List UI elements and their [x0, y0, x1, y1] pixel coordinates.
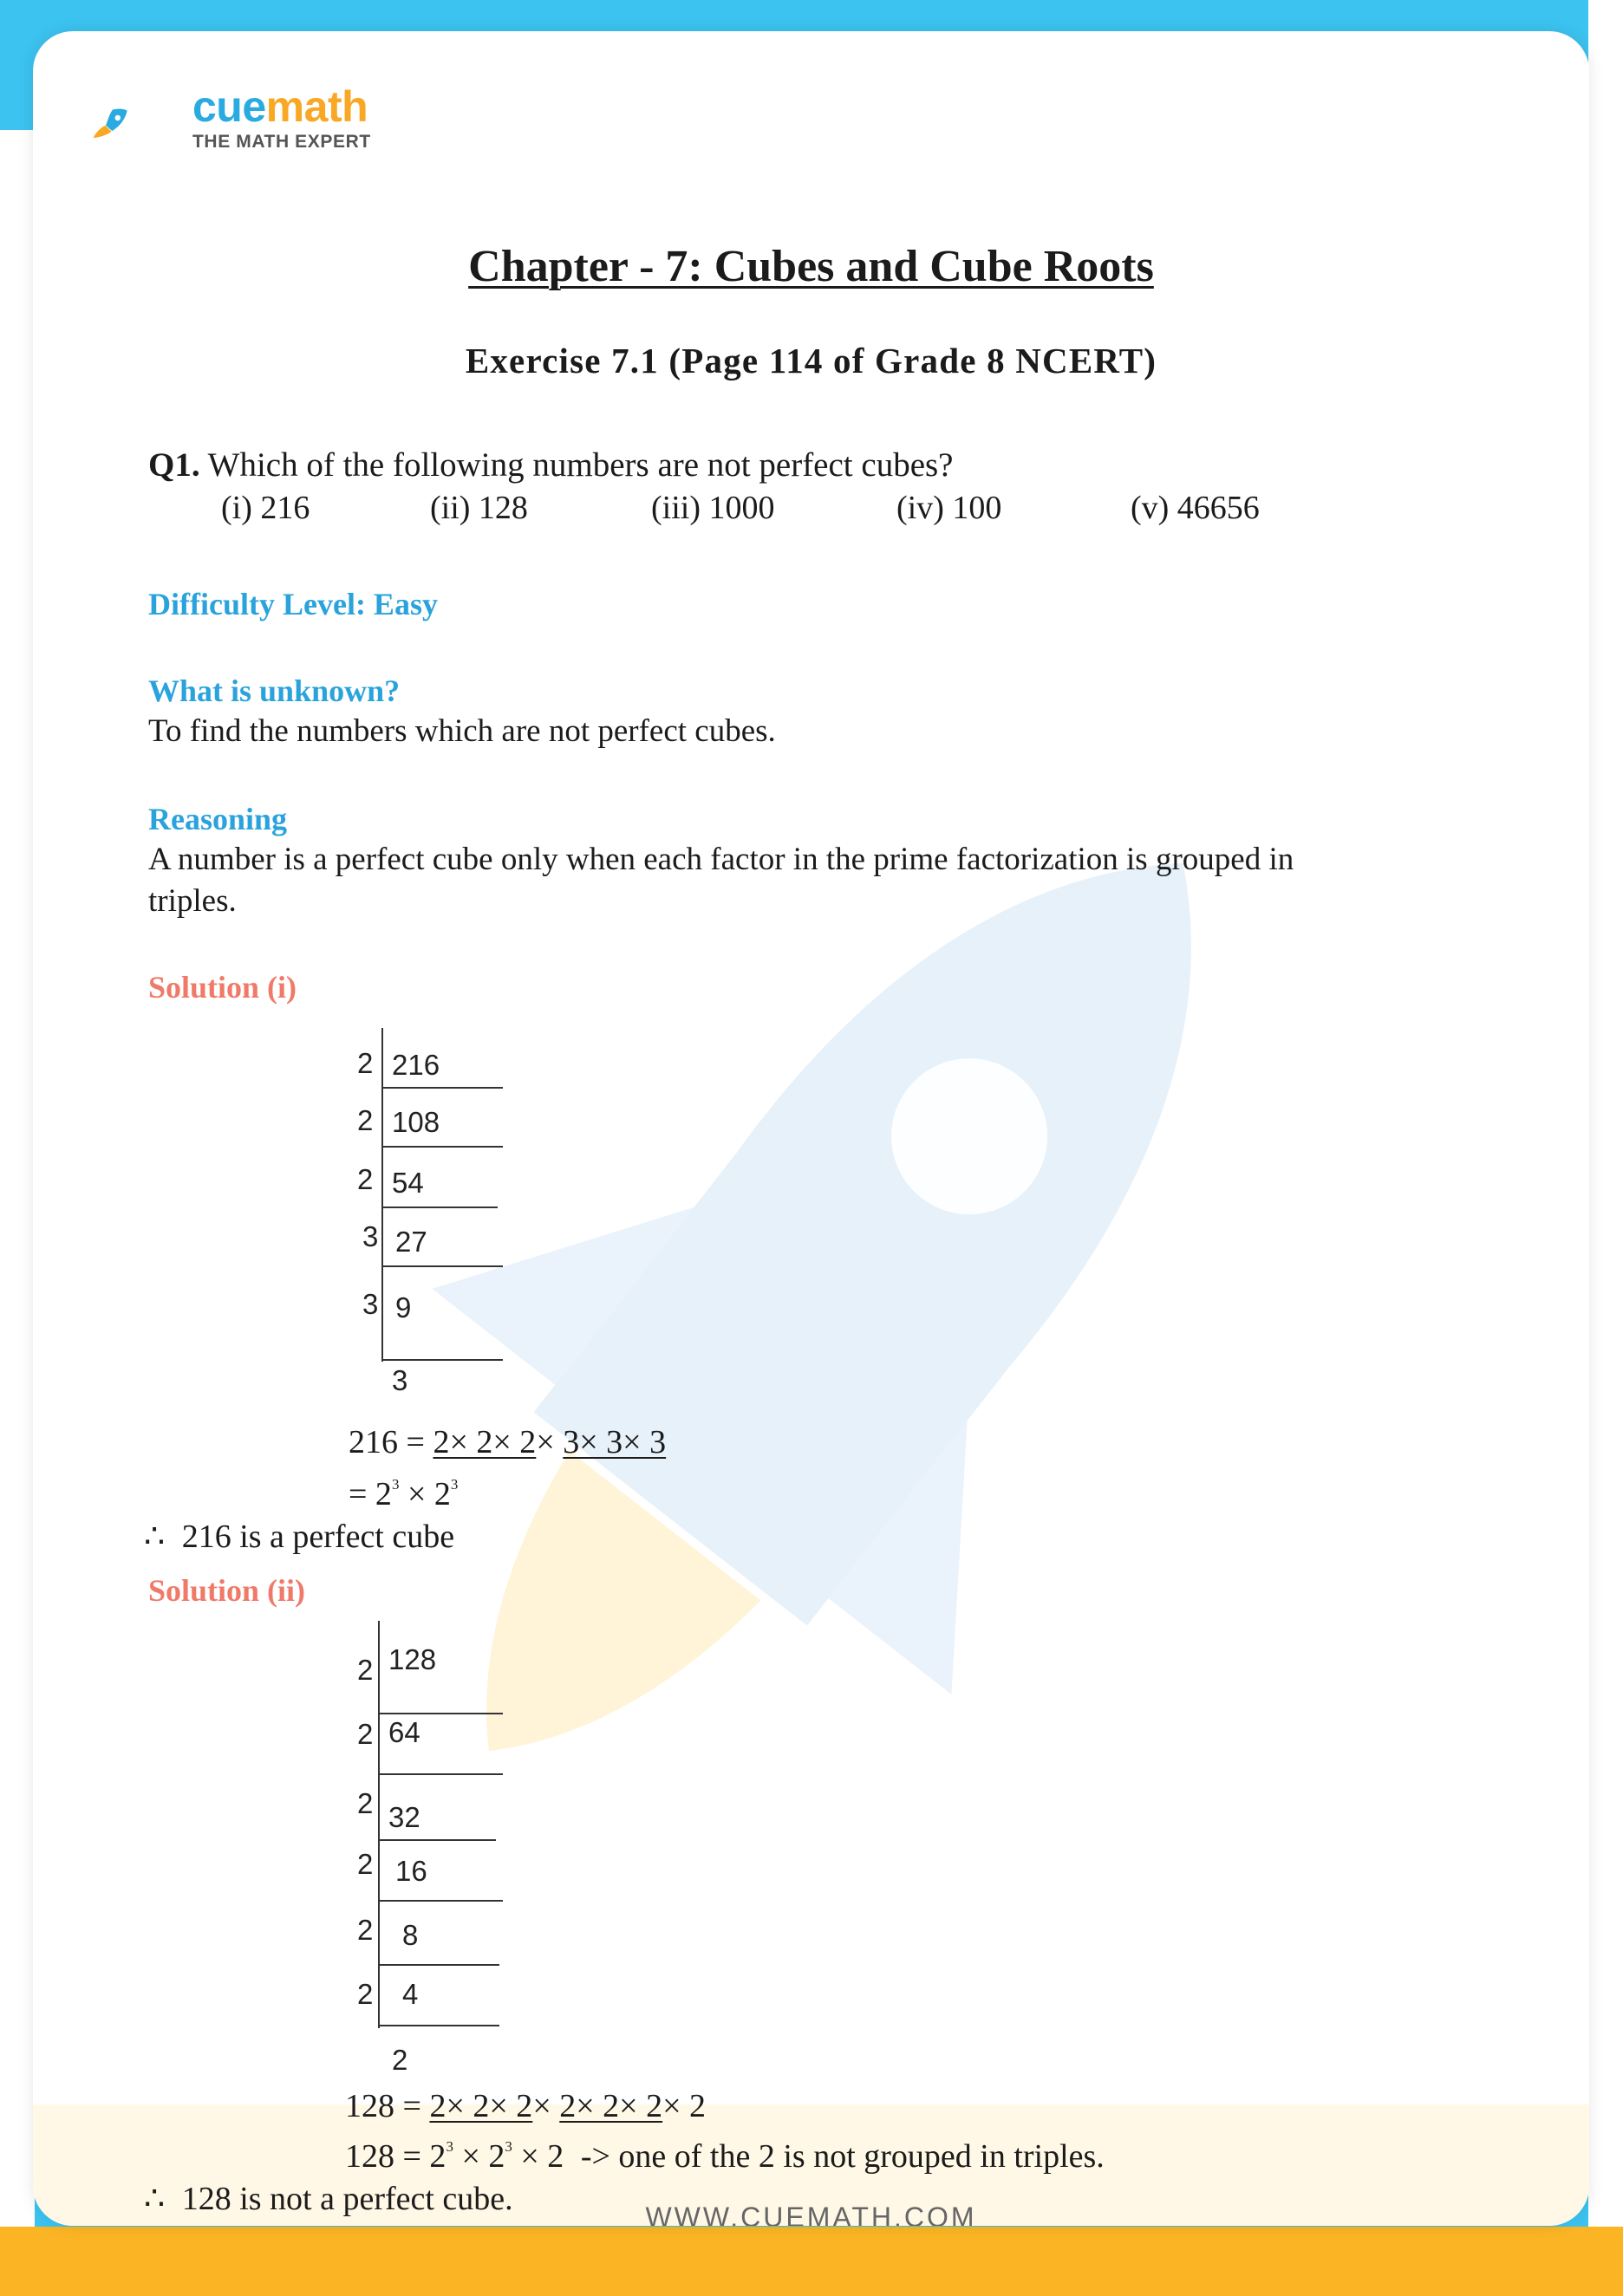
times-sign: × — [532, 2088, 551, 2124]
option-v: (v) 46656 — [1131, 490, 1260, 526]
divisor: 2 — [357, 1718, 374, 1750]
brand-wordmark: cuemath — [192, 82, 368, 131]
divisor: 2 — [357, 1978, 374, 2010]
dividend: 9 — [395, 1291, 412, 1324]
ladder-rule — [381, 1146, 503, 1148]
dividend: 216 — [392, 1049, 440, 1081]
leftover-factor: × 2 — [520, 2138, 564, 2175]
ladder-rule — [381, 1265, 503, 1267]
ladder-rule — [378, 2025, 499, 2026]
dividend: 54 — [392, 1167, 424, 1199]
page-title: Chapter - 7: Cubes and Cube Roots — [468, 242, 1154, 291]
ladder-rule — [378, 1839, 496, 1841]
ladder-rule — [381, 1207, 498, 1208]
triples-note: -> one of the 2 is not grouped in triples. — [580, 2138, 1105, 2175]
dividend: 108 — [392, 1106, 440, 1138]
ladder-divider — [381, 1028, 383, 1362]
divisor: 2 — [357, 1163, 374, 1195]
unknown-heading: What is unknown? — [148, 673, 401, 708]
cuemath-rocket-logo-icon — [90, 75, 203, 170]
division-ladder-216 — [354, 1028, 527, 1401]
dividend: 128 — [388, 1643, 437, 1675]
difficulty-level: Difficulty Level: Easy — [148, 587, 438, 621]
power-base: = 2 — [349, 1476, 392, 1512]
final-quotient: 2 — [392, 2044, 408, 2076]
exponent: 3 — [391, 1476, 400, 1493]
question-line — [148, 446, 954, 485]
divisor: 2 — [357, 1654, 374, 1686]
dividend: 8 — [402, 1919, 419, 1951]
division-ladder-128 — [354, 1621, 527, 2080]
times-sign: × — [536, 1424, 555, 1460]
right-edge — [1588, 0, 1623, 2296]
therefore-symbol: ∴ — [144, 2181, 166, 2217]
triple-group-2: 2× 2× 2 — [559, 2088, 663, 2124]
dividend: 4 — [402, 1978, 419, 2010]
ladder-rule — [378, 1900, 503, 1902]
solution-1-conclusion — [144, 1517, 454, 1556]
footer-url[interactable]: WWW.CUEMATH.COM — [645, 2202, 977, 2226]
leftover-factor: × 2 — [662, 2088, 707, 2124]
divisor: 2 — [357, 1047, 374, 1079]
question-text: Which of the following numbers are not perfect cubes? — [207, 446, 954, 484]
solution-1-factorization — [349, 1423, 666, 1461]
ladder-rule — [378, 1713, 503, 1714]
reasoning-heading: Reasoning — [148, 802, 288, 836]
solution-1-power-form — [349, 1475, 458, 1513]
divisor: 2 — [357, 1914, 374, 1946]
ladder-rule — [378, 1773, 503, 1775]
divisor: 3 — [362, 1220, 379, 1252]
power-base: 128 = 2 — [345, 2138, 446, 2175]
question-label: Q1. — [148, 446, 200, 484]
ladder-rule — [381, 1359, 503, 1361]
left-edge — [0, 130, 35, 2254]
conclusion-text: 128 is not a perfect cube. — [181, 2181, 513, 2217]
divisor: 3 — [362, 1288, 379, 1320]
eq-lhs: 128 — [345, 2088, 394, 2124]
reasoning-line-1: A number is a perfect cube only when each factor in the prime factorization is grouped in — [148, 842, 1294, 877]
exponent: 3 — [446, 2138, 453, 2155]
solution-2-factorization — [345, 2087, 706, 2125]
exercise-subtitle: Exercise 7.1 (Page 114 of Grade 8 NCERT) — [465, 341, 1157, 380]
eq-sign: = — [406, 1424, 425, 1460]
dividend: 32 — [388, 1801, 420, 1833]
dividend: 16 — [395, 1855, 427, 1887]
ladder-rule — [378, 1964, 499, 1966]
conclusion-text: 216 is a perfect cube — [181, 1519, 455, 1555]
triple-group-1: 2× 2× 2 — [429, 2088, 533, 2124]
ladder-divider — [378, 1621, 380, 2028]
dividend: 64 — [388, 1716, 420, 1748]
triple-group-1: 2× 2× 2 — [433, 1424, 537, 1460]
option-ii: (ii) 128 — [430, 490, 528, 526]
exponent: 3 — [505, 2138, 512, 2155]
divisor: 2 — [357, 1787, 374, 1819]
triple-group-2: 3× 3× 3 — [563, 1424, 667, 1460]
solution-1-heading: Solution (i) — [148, 970, 297, 1005]
therefore-symbol: ∴ — [144, 1519, 166, 1555]
top-band — [0, 0, 1623, 29]
power-base: × 2 — [461, 2138, 505, 2175]
option-i: (i) 216 — [221, 490, 310, 526]
ladder-rule — [381, 1087, 503, 1089]
power-base: × 2 — [407, 1476, 451, 1512]
option-iv: (iv) 100 — [896, 490, 1002, 526]
dividend: 27 — [395, 1226, 427, 1258]
option-iii: (iii) 1000 — [651, 490, 775, 526]
final-quotient: 3 — [392, 1364, 408, 1396]
solution-2-power-form — [345, 2137, 1105, 2176]
solution-2-heading: Solution (ii) — [148, 1573, 306, 1608]
unknown-text: To find the numbers which are not perfect cubes. — [148, 713, 776, 749]
exponent: 3 — [450, 1476, 459, 1493]
reasoning-line-2: triples. — [148, 883, 237, 919]
brand-tagline: THE MATH EXPERT — [192, 132, 371, 152]
divisor: 2 — [357, 1104, 374, 1136]
eq-lhs: 216 — [349, 1424, 398, 1460]
divisor: 2 — [357, 1848, 374, 1880]
eq-sign: = — [402, 2088, 421, 2124]
bottom-band — [0, 2227, 1623, 2296]
worksheet-page — [33, 31, 1589, 2226]
